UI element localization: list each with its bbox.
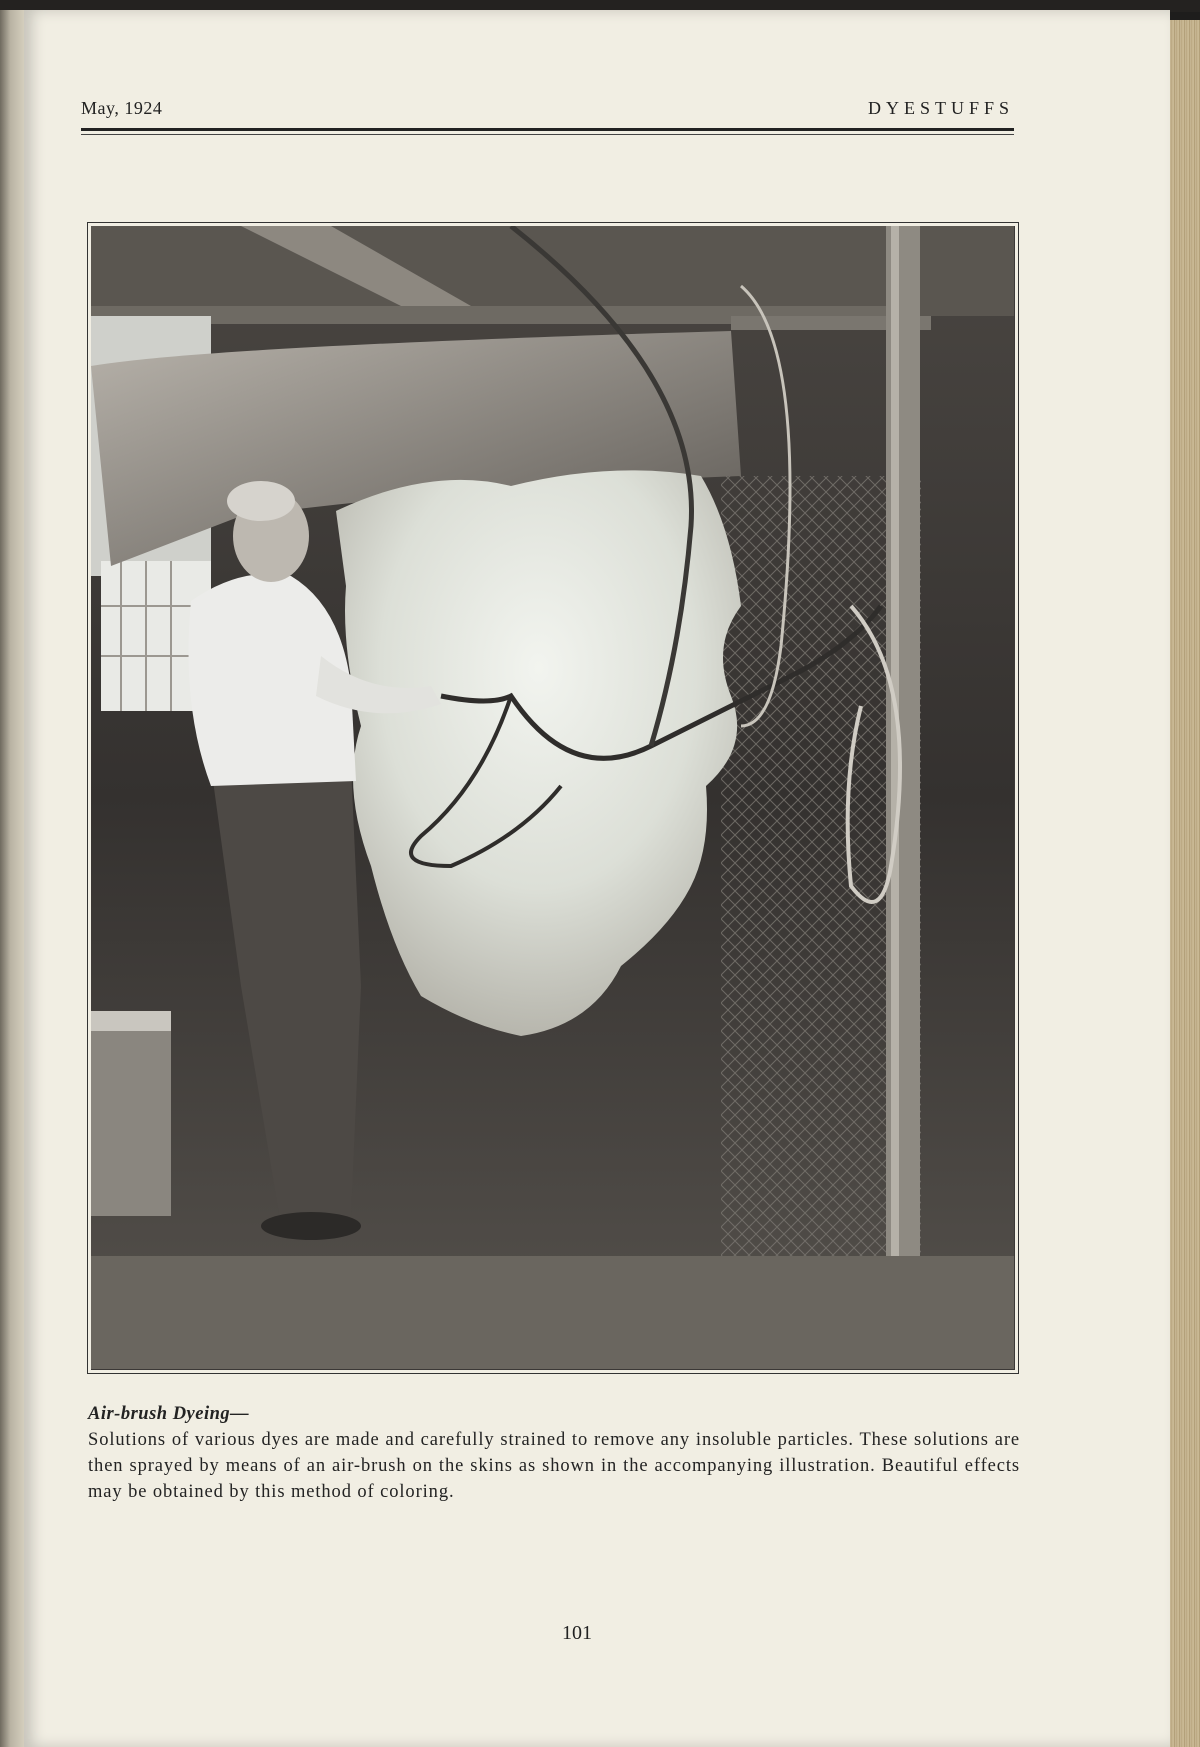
photograph-frame	[87, 222, 1019, 1374]
figure-caption	[88, 1401, 1020, 1505]
header-rule	[81, 128, 1014, 131]
photograph-illustration	[91, 226, 1014, 1369]
caption-title: Air-brush Dyeing—	[88, 1404, 250, 1424]
running-header	[81, 98, 1014, 128]
caption-text: Solutions of various dyes are made and carefully strained to remove any insoluble particles. These solutions are then sprayed by means of an air-brush on the skins as shown in the accompanying illustration. Beautiful effects may be obtained by this method of coloring.	[88, 1430, 1020, 1502]
binding-left-edge	[0, 10, 26, 1747]
page-number: 101	[562, 1622, 592, 1644]
header-rule-thin	[81, 134, 1014, 135]
issue-date: May, 1924	[81, 98, 163, 118]
page-edges	[1170, 20, 1200, 1747]
airbrush-dyeing-photograph	[91, 226, 1015, 1370]
journal-title: DYESTUFFS	[867, 98, 1014, 118]
